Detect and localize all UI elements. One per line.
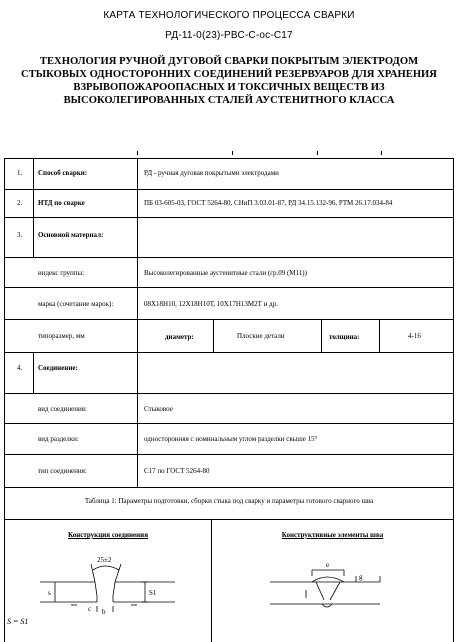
- thickness-formula: S = S1: [7, 617, 29, 626]
- joint-design-drawing: [35, 554, 205, 614]
- page-title: ТЕХНОЛОГИЯ РУЧНОЙ ДУГОВОЙ СВАРКИ ПОКРЫТЫМ ЭЛЕКТРОДОМ СТЫКОВЫХ ОДНОСТОРОННИХ СОЕДИНЕНИЙ РЕЗЕРВУАРОВ ДЛЯ ХРАНЕНИЯ ВЗРЫВОПОЖАРООПАСНЫХ И ТОКСИЧНЫХ ВЕЩЕСТВ ИЗ ВЫСОКОЛЕГИРОВАННЫХ СТАЛЕЙ АУСТЕНИТНОГО КЛАССА: [21, 56, 437, 106]
- grade-value: 08Х18Н10, 12Х18Н10Т, 10Х17Н13М2Т и др.: [144, 300, 278, 308]
- document-code: РД-11-0(23)-РВС-С-ос-С17: [165, 30, 293, 41]
- diameter-label: диаметр:: [165, 333, 194, 341]
- detail-value: Плоские детали: [237, 332, 285, 340]
- ruler-tick: [137, 151, 138, 155]
- joint-label: Соединение:: [38, 364, 78, 372]
- thickness-label: толщина:: [329, 333, 360, 341]
- angle-label: 25±2: [97, 556, 112, 564]
- grade-label: марка (сочетание марок):: [38, 300, 114, 308]
- c-label: c: [88, 605, 92, 613]
- ruler-tick: [232, 151, 233, 155]
- left-column-header: Конструкция соединения: [67, 531, 149, 539]
- row-number: 3.: [17, 231, 23, 239]
- thickness-value: 4-16: [408, 332, 421, 340]
- groove-value: односторонняя с номинальным углом разделки свыше 15°: [144, 435, 318, 443]
- group-index-label: индекс группы:: [38, 269, 85, 277]
- joint-type-value: С17 по ГОСТ 5264-80: [144, 467, 210, 475]
- table-caption: Таблица 1: Параметры подготовки, сборки стыка под сварку и параметры готового сварного шва: [84, 497, 374, 505]
- base-material-label: Основной материал:: [38, 231, 104, 239]
- g-label: g: [359, 573, 363, 581]
- row-number: 1.: [17, 169, 23, 177]
- size-label: типоразмер, мм: [38, 332, 85, 340]
- ntd-value: ПБ 03-605-03, ГОСТ 5264-80, СНиП 3.03.01-87, РД 34.15.132-96, РТМ 26.17.034-84: [144, 199, 393, 207]
- ntd-label: НТД по сварке: [38, 199, 85, 207]
- joint-type-label: тип соединения:: [38, 467, 87, 475]
- s1-label: S1: [149, 589, 157, 597]
- b-label: b: [102, 608, 106, 614]
- row-number: 4.: [17, 364, 23, 372]
- groove-label: вид разделки:: [38, 435, 79, 443]
- ruler-tick: [317, 151, 318, 155]
- weld-elements-drawing: [260, 554, 420, 614]
- group-index-value: Высоколегированные аустенитные стали (гр.09 (M11)): [144, 269, 307, 277]
- welding-method-label: Способ сварки:: [38, 169, 88, 177]
- ruler-tick: [381, 151, 382, 155]
- right-column-header: Конструктивные элементы шва: [281, 531, 384, 539]
- s-label: s: [48, 589, 51, 597]
- joint-kind-value: Стыковое: [144, 405, 173, 413]
- process-table: [4, 158, 454, 642]
- e-label: e: [326, 561, 330, 569]
- row-number: 2.: [17, 199, 23, 207]
- joint-kind-label: вид соединения:: [38, 405, 87, 413]
- map-title: КАРТА ТЕХНОЛОГИЧЕСКОГО ПРОЦЕССА СВАРКИ: [103, 10, 355, 21]
- welding-method-value: РД - ручная дуговая покрытыми электродами: [144, 169, 279, 177]
